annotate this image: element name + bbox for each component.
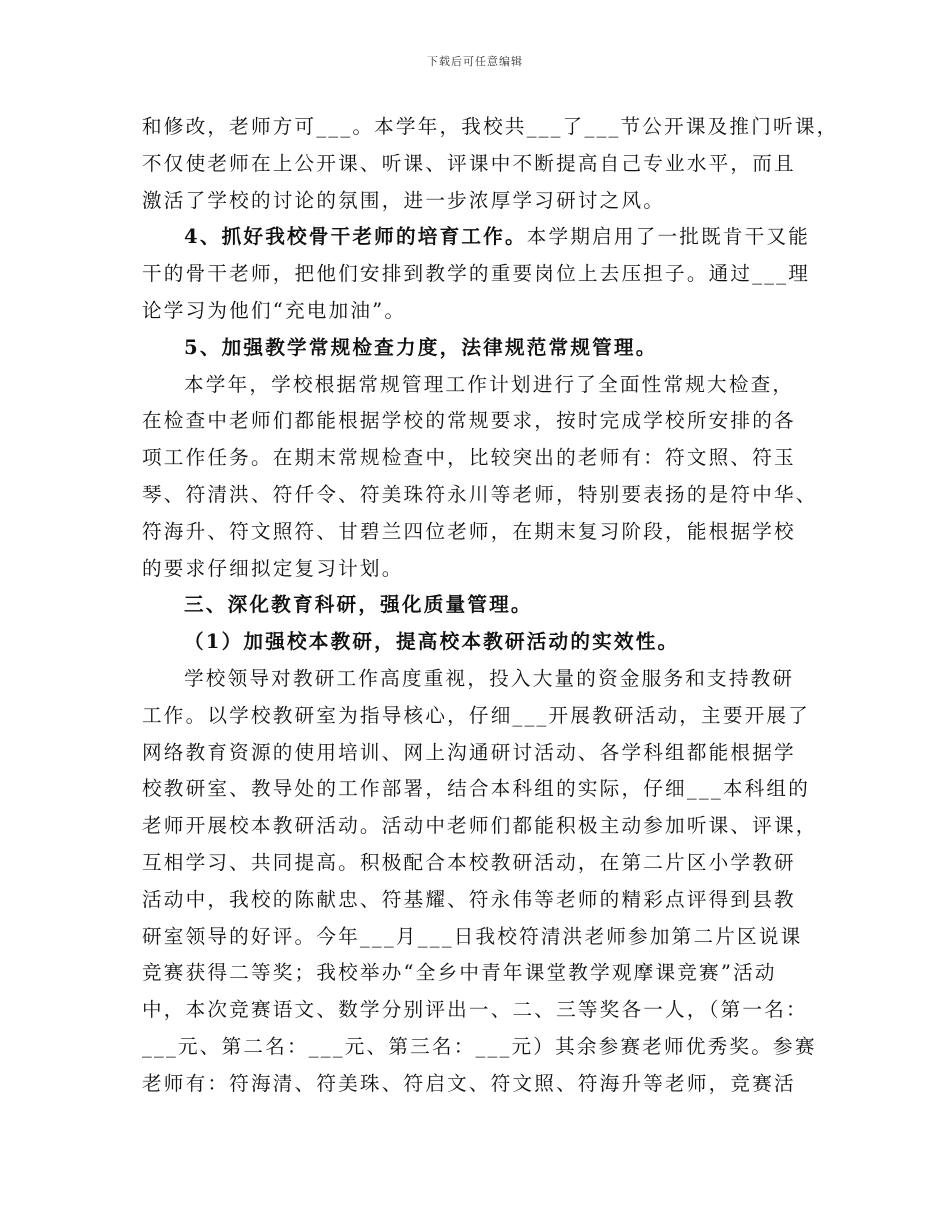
body-line: 本学年，学校根据常规管理工作计划进行了全面性常规大检查， xyxy=(184,372,795,396)
body-line: 的要求仔细拟定复习计划。 xyxy=(142,556,404,580)
section-heading: 5、加强教学常规检查力度，法律规范常规管理。 xyxy=(184,335,658,359)
subsection-heading: （1）加强校本教研，提高校本教研活动的实效性。 xyxy=(184,630,680,654)
body-text: 本学期启用了一批既肯干又能 xyxy=(526,225,811,249)
body-line: 老师开展校本教研活动。活动中老师们都能积极主动参加听课、评课， xyxy=(142,814,818,838)
body-line: 学校领导对教研工作高度重视，投入大量的资金服务和支持教研 xyxy=(184,666,795,690)
body-line: 论学习为他们“充电加油”。 xyxy=(142,298,407,322)
section-heading: 4、抓好我校骨干老师的培育工作。 xyxy=(184,225,527,249)
body-line: 干的骨干老师，把他们安排到教学的重要岗位上去压担子。通过___理 xyxy=(142,262,811,286)
body-line: 激活了学校的讨论的氛围，进一步浓厚学习研讨之风。 xyxy=(142,188,666,212)
body-line: 在检查中老师们都能根据学校的常规要求，按时完成学校所安排的各 xyxy=(142,409,796,433)
body-line: 中，本次竞赛语文、数学分别评出一、二、三等奖各一人，（第一名： xyxy=(142,998,808,1022)
chapter-heading: 三、深化教育科研，强化质量管理。 xyxy=(184,593,533,617)
body-line: 项工作任务。在期末常规检查中，比较突出的老师有：符文照、符玉 xyxy=(142,446,796,470)
body-line: 竞赛获得二等奖；我校举办“全乡中青年课堂教学观摩课竞赛”活动 xyxy=(142,961,777,985)
body-line: 校教研室、教导处的工作部署，结合本科组的实际，仔细___本科组的 xyxy=(142,777,811,801)
page-header: 下载后可任意编辑 xyxy=(427,55,523,68)
body-line: 网络教育资源的使用培训、网上沟通研讨活动、各学科组都能根据学 xyxy=(142,740,796,764)
section-heading-line xyxy=(142,219,822,256)
body-line: 不仅使老师在上公开课、听课、评课中不断提高自己专业水平，而且 xyxy=(142,151,796,175)
body-line: 琴、符清洪、符仟令、符美珠符永川等老师，特别要表扬的是符中华、 xyxy=(142,482,818,506)
document-body xyxy=(142,109,839,1103)
body-line: 互相学习、共同提高。积极配合本校教研活动，在第二片区小学教研 xyxy=(142,850,796,874)
body-line: 活动中，我校的陈献忠、符基耀、符永伟等老师的精彩点评得到县教 xyxy=(142,887,796,911)
body-line: 工作。以学校教研室为指导核心，仔细___开展教研活动，主要开展了 xyxy=(142,703,811,727)
body-line: 符海升、符文照符、甘碧兰四位老师，在期末复习阶段，能根据学校 xyxy=(142,519,796,543)
body-line: ___元、第二名：___元、第三名：___元）其余参赛老师优秀奖。参赛 xyxy=(142,1034,817,1058)
body-line: 老师有：符海清、符美珠、符启文、符文照、符海升等老师，竞赛活 xyxy=(142,1071,796,1095)
body-line: 研室领导的好评。今年___月___日我校符清洪老师参加第二片区说课 xyxy=(142,924,803,948)
body-line: 和修改，老师方可___。本学年，我校共___了___节公开课及推门听课， xyxy=(142,115,839,138)
